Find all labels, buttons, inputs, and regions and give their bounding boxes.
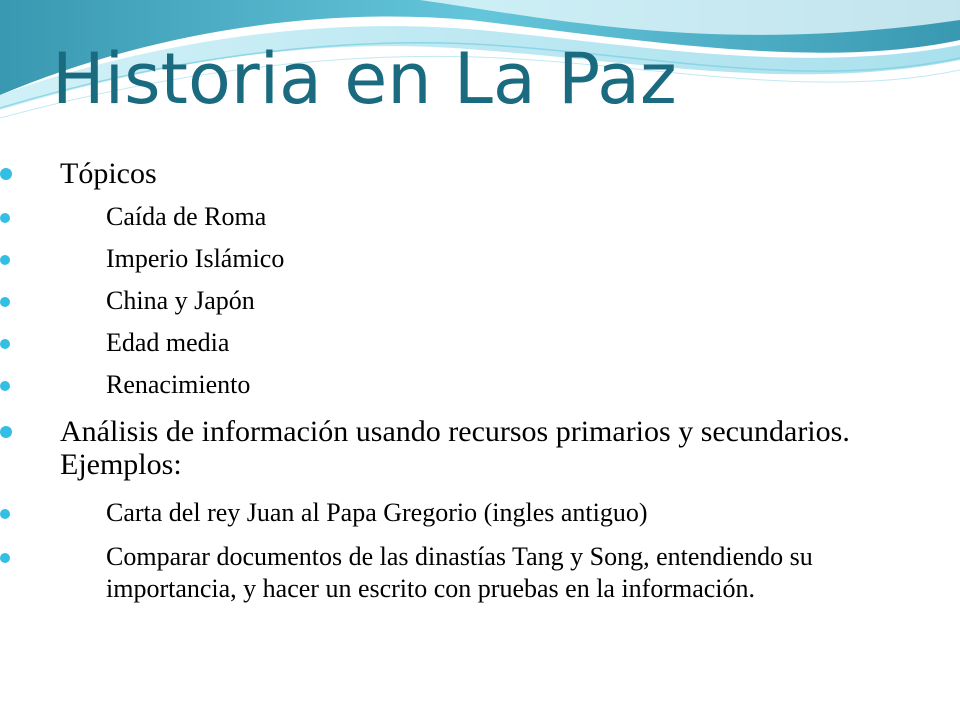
sub-bullet-item xyxy=(106,327,926,359)
sub-bullet-text: Edad media xyxy=(106,328,230,357)
bullet-dot-icon xyxy=(0,426,12,438)
bullet-dot-icon xyxy=(0,213,10,223)
sub-bullet-text: Comparar documentos de las dinastías Tang y Song, entendiendo su importancia, y hacer un escrito con pruebas en la información. xyxy=(106,542,813,603)
bullet-item xyxy=(60,157,920,190)
sub-bullet-text: Caída de Roma xyxy=(106,202,267,231)
sub-bullet-item xyxy=(106,201,926,233)
sub-bullet-item xyxy=(106,541,926,605)
bullet-dot-icon xyxy=(0,381,10,391)
sub-bullet-item xyxy=(106,285,926,317)
bullet-item xyxy=(60,415,920,481)
sub-bullet-item xyxy=(106,497,926,529)
bullet-dot-icon xyxy=(0,168,12,180)
bullet-text: Análisis de información usando recursos primarios y secundarios. Ejemplos: xyxy=(60,415,850,481)
sub-bullet-text: Imperio Islámico xyxy=(106,244,285,273)
bullet-text: Tópicos xyxy=(60,157,157,190)
sub-bullet-item xyxy=(106,243,926,275)
bullet-dot-icon xyxy=(0,297,10,307)
sub-bullet-text: China y Japón xyxy=(106,286,255,315)
sub-bullet-text: Renacimiento xyxy=(106,370,251,399)
bullet-dot-icon xyxy=(0,255,10,265)
sub-bullet-text: Carta del rey Juan al Papa Gregorio (ingles antiguo) xyxy=(106,498,648,527)
sub-bullet-item xyxy=(106,369,926,401)
slide-title: Historia en La Paz xyxy=(52,38,677,120)
bullet-dot-icon xyxy=(0,553,10,563)
bullet-dot-icon xyxy=(0,339,10,349)
bullet-dot-icon xyxy=(0,509,10,519)
